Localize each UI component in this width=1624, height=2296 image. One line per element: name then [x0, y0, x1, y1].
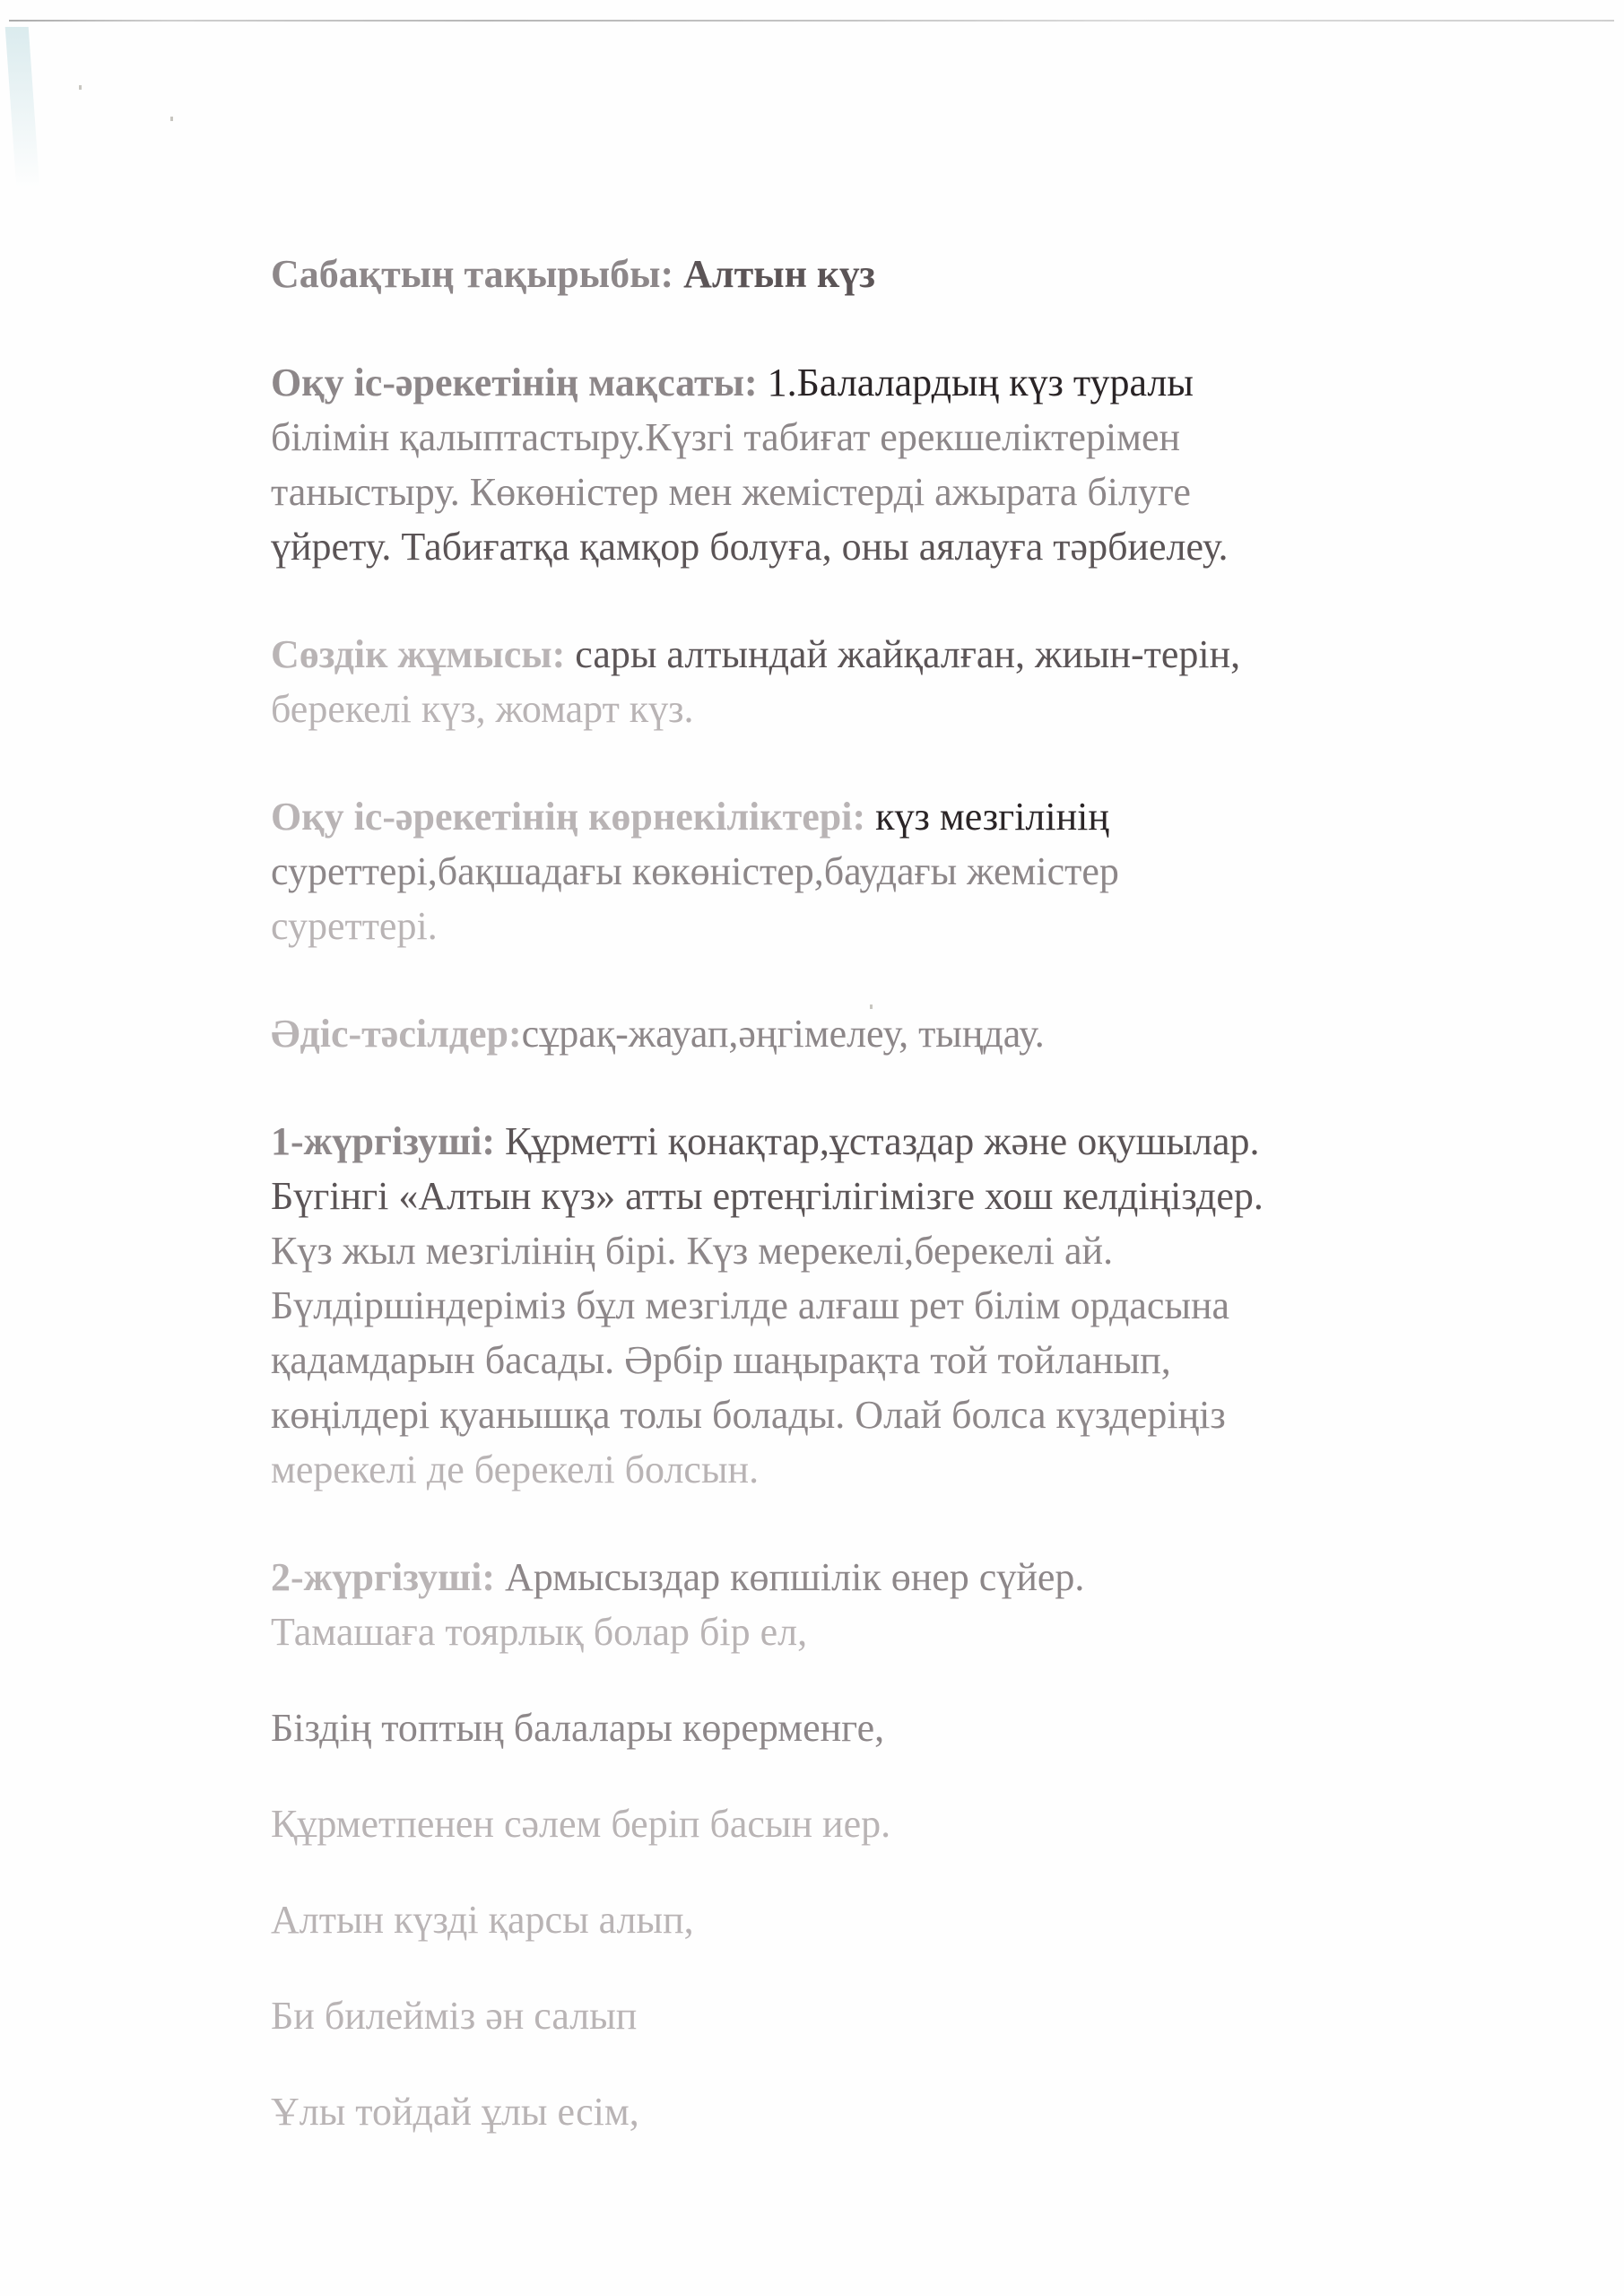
materials-label: Оқу іс-әрекетінің көрнекіліктері:: [271, 795, 866, 839]
methods-section: [271, 1006, 1544, 1061]
verse-line: Біздің топтың балалары көрерменге,: [271, 1706, 885, 1750]
objective-section: [271, 355, 1544, 574]
materials-line: суреттері.: [271, 904, 438, 948]
objective-line: білімін қалыптастыру.Күзгі табиғат ерекшеліктерімен: [271, 415, 1181, 459]
title-value: Алтын күз: [683, 252, 875, 296]
methods-value: сұрақ-жауап,әңгімелеу, тыңдау.: [521, 1012, 1045, 1056]
materials-line: суреттері,бақшадағы көкөністер,баудағы жемістер: [271, 849, 1119, 893]
lesson-title: [271, 247, 1544, 301]
vocabulary-label: Сөздік жұмысы:: [271, 632, 566, 676]
scan-top-edge: [9, 20, 1614, 22]
scan-speck: [170, 117, 173, 121]
objective-line: үйрету. Табиғатқа қамқор болуға, оны аялауға тәрбиелеу.: [271, 525, 1229, 569]
title-label: Сабақтың тақырыбы:: [271, 252, 674, 296]
vocabulary-section: [271, 627, 1544, 736]
host1-line: Күз жыл мезгілінің бірі. Күз мерекелі,берекелі ай.: [271, 1229, 1114, 1273]
materials-section: [271, 789, 1544, 953]
host1-line: көңілдері қуанышқа толы болады. Олай болса күздеріңіз: [271, 1393, 1226, 1437]
scan-shadow: [5, 27, 40, 188]
host1-line: Құрметті қонақтар,ұстаздар және оқушылар.: [505, 1119, 1260, 1163]
methods-label: Әдіс-тәсілдер:: [271, 1012, 522, 1056]
vocabulary-line: сары алтындай жайқалған, жиын-терін,: [575, 632, 1241, 676]
verse-line: Тамашаға тоярлық болар бір ел,: [271, 1610, 808, 1654]
objective-line: таныстыру. Көкөністер мен жемістерді ажырата білуге: [271, 470, 1191, 514]
host1-label: 1-жүргізуші:: [271, 1119, 496, 1163]
host2-first-line: Армысыздар көпшілік өнер сүйер.: [505, 1555, 1085, 1599]
verse-line: Құрметпенен сәлем беріп басын иер.: [271, 1802, 891, 1846]
host1-line: Бүлдіршіндеріміз бұл мезгілде алғаш рет білім ордасына: [271, 1283, 1230, 1327]
verse-line: Алтын күзді қарсы алып,: [271, 1898, 694, 1942]
host1-line: мерекелі де берекелі болсын.: [271, 1448, 760, 1492]
vocabulary-line: берекелі күз, жомарт күз.: [271, 687, 694, 731]
host1-line: қадамдарын басады. Әрбір шаңырақта той тойланып,: [271, 1338, 1171, 1382]
host1-section: [271, 1114, 1544, 1497]
verse-line: Ұлы тойдай ұлы есім,: [271, 2090, 639, 2134]
materials-line: күз мезгілінің: [875, 795, 1109, 839]
host2-label: 2-жүргізуші:: [271, 1555, 496, 1599]
scan-speck: [79, 85, 82, 90]
verse-line: Би билейміз ән салып: [271, 1994, 638, 2038]
document-body: [271, 247, 1544, 2180]
objective-line: 1.Балалардың күз туралы: [767, 361, 1194, 404]
host2-section: [271, 1550, 1544, 2139]
host1-line: Бүгінгі «Алтын күз» атты ертеңгілігімізге хош келдіңіздер.: [271, 1174, 1264, 1218]
objective-label: Оқу іс-әрекетінің мақсаты:: [271, 361, 758, 404]
